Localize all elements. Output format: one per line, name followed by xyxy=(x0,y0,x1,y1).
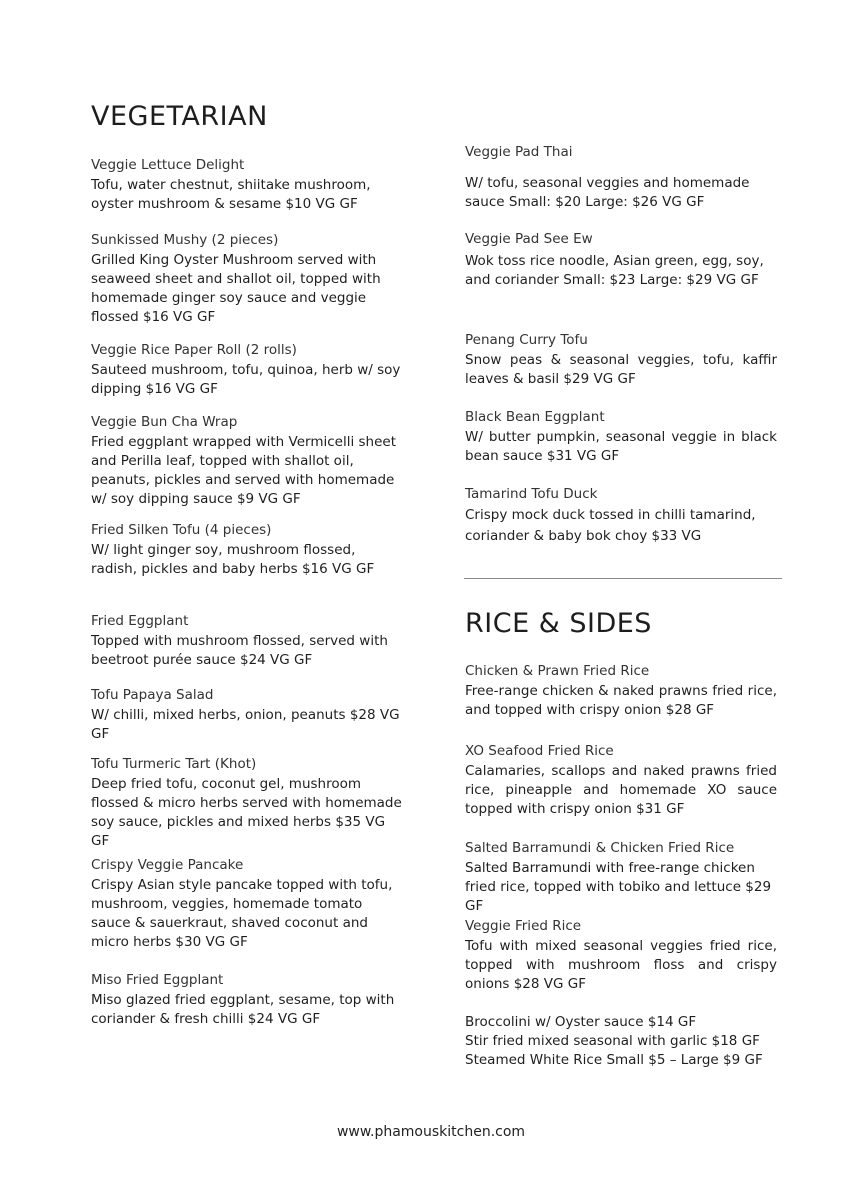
menu-item-name: Tamarind Tofu Duck xyxy=(465,486,598,502)
menu-item-name: Chicken & Prawn Fried Rice xyxy=(465,663,650,679)
menu-item xyxy=(91,856,403,952)
menu-item-description: Tofu, water chestnut, shiitake mushroom, oyster mushroom & sesame $10 VG GF xyxy=(91,177,371,212)
menu-item-description: W/ chilli, mixed herbs, onion, peanuts $28 VG GF xyxy=(91,707,400,742)
menu-item-description: Free-range chicken & naked prawns fried rice, and topped with crispy onion $28 GF xyxy=(465,683,777,718)
menu-item xyxy=(465,839,777,916)
menu-item-name: Veggie Lettuce Delight xyxy=(91,157,245,173)
menu-item-name: Veggie Rice Paper Roll (2 rolls) xyxy=(91,342,297,358)
menu-item xyxy=(91,971,403,1029)
side-item: Stir fried mixed seasonal with garlic $18 GF xyxy=(465,1033,760,1049)
section-divider xyxy=(464,578,782,579)
menu-item-name: Salted Barramundi & Chicken Fried Rice xyxy=(465,840,735,856)
menu-item-name: Veggie Pad Thai xyxy=(465,144,573,160)
menu-item-name: Crispy Veggie Pancake xyxy=(91,857,244,873)
menu-item-description: Tofu with mixed seasonal veggies fried rice, topped with mushroom floss and crispy onions $28 VG GF xyxy=(465,938,777,992)
menu-item-description: W/ light ginger soy, mushroom flossed, radish, pickles and baby herbs $16 VG GF xyxy=(91,542,375,577)
rice-sides-heading: RICE & SIDES xyxy=(465,608,652,639)
menu-item xyxy=(465,917,777,994)
menu-item xyxy=(91,686,403,744)
menu-item xyxy=(465,662,777,720)
menu-item-description: Fried eggplant wrapped with Vermicelli sheet and Perilla leaf, topped with shallot oil, peanuts, pickles and served with homemade w/ soy dipping sauce $9 VG GF xyxy=(91,434,397,507)
menu-item-name: Veggie Bun Cha Wrap xyxy=(91,414,238,430)
menu-item-description: W/ tofu, seasonal veggies and homemade sauce Small: $20 Large: $26 VG GF xyxy=(465,175,750,210)
menu-item-name: Penang Curry Tofu xyxy=(465,332,588,348)
menu-item xyxy=(465,742,777,819)
menu-item xyxy=(465,485,777,547)
menu-item-name: Tofu Turmeric Tart (Khot) xyxy=(91,756,257,772)
menu-item-description: Topped with mushroom flossed, served with beetroot purée sauce $24 VG GF xyxy=(91,633,388,668)
menu-item-name: Fried Silken Tofu (4 pieces) xyxy=(91,522,272,538)
menu-item-name: Fried Eggplant xyxy=(91,613,189,629)
menu-item-name: Veggie Pad See Ew xyxy=(465,231,593,247)
website-url: www.phamouskitchen.com xyxy=(336,1124,526,1140)
menu-item-description: Wok toss rice noodle, Asian green, egg, soy, and coriander Small: $23 Large: $29 VG GF xyxy=(465,253,764,288)
menu-item xyxy=(91,231,403,327)
side-item: Steamed White Rice Small $5 – Large $9 GF xyxy=(465,1052,763,1068)
menu-item-description: Sauteed mushroom, tofu, quinoa, herb w/ soy dipping $16 VG GF xyxy=(91,362,401,397)
menu-item-description: Deep fried tofu, coconut gel, mushroom flossed & micro herbs served with homemade soy sauce, pickles and mixed herbs $35 VG GF xyxy=(91,776,402,849)
menu-item-name: Miso Fried Eggplant xyxy=(91,972,224,988)
menu-item xyxy=(465,408,777,466)
menu-item-description: Miso glazed fried eggplant, sesame, top with coriander & fresh chilli $24 VG GF xyxy=(91,992,395,1027)
menu-item-description: Salted Barramundi with free-range chicken fried rice, topped with tobiko and lettuce $29 GF xyxy=(465,860,772,914)
menu-item xyxy=(465,230,777,290)
menu-item-description: Crispy mock duck tossed in chilli tamarind, coriander & baby bok choy $33 VG xyxy=(465,507,756,544)
menu-item xyxy=(91,612,403,670)
menu-item-name: XO Seafood Fried Rice xyxy=(465,743,614,759)
menu-item-description: Grilled King Oyster Mushroom served with seaweed sheet and shallot oil, topped with homemade ginger soy sauce and veggie flossed $16 VG GF xyxy=(91,252,381,325)
vegetarian-heading: VEGETARIAN xyxy=(91,101,268,132)
menu-item-name: Tofu Papaya Salad xyxy=(91,687,214,703)
menu-item xyxy=(91,521,403,579)
menu-item xyxy=(465,143,777,212)
menu-item xyxy=(465,331,777,389)
menu-item-description: W/ butter pumpkin, seasonal veggie in black bean sauce $31 VG GF xyxy=(465,429,777,464)
menu-item-description: Calamaries, scallops and naked prawns fried rice, pineapple and homemade XO sauce topped with crispy onion $31 GF xyxy=(465,763,777,817)
menu-item xyxy=(91,413,403,509)
menu-item-name: Black Bean Eggplant xyxy=(465,409,605,425)
menu-item-description: Snow peas & seasonal veggies, tofu, kaffir leaves & basil $29 VG GF xyxy=(465,352,777,387)
menu-item xyxy=(91,156,403,214)
menu-item xyxy=(91,341,403,399)
menu-item-description: Crispy Asian style pancake topped with tofu, mushroom, veggies, homemade tomato sauce & sauerkraut, shaved coconut and micro herbs $30 VG GF xyxy=(91,877,393,950)
menu-item xyxy=(91,755,403,851)
side-item: Broccolini w/ Oyster sauce $14 GF xyxy=(465,1014,697,1030)
menu-item-name: Sunkissed Mushy (2 pieces) xyxy=(91,232,279,248)
menu-item-name: Veggie Fried Rice xyxy=(465,918,582,934)
